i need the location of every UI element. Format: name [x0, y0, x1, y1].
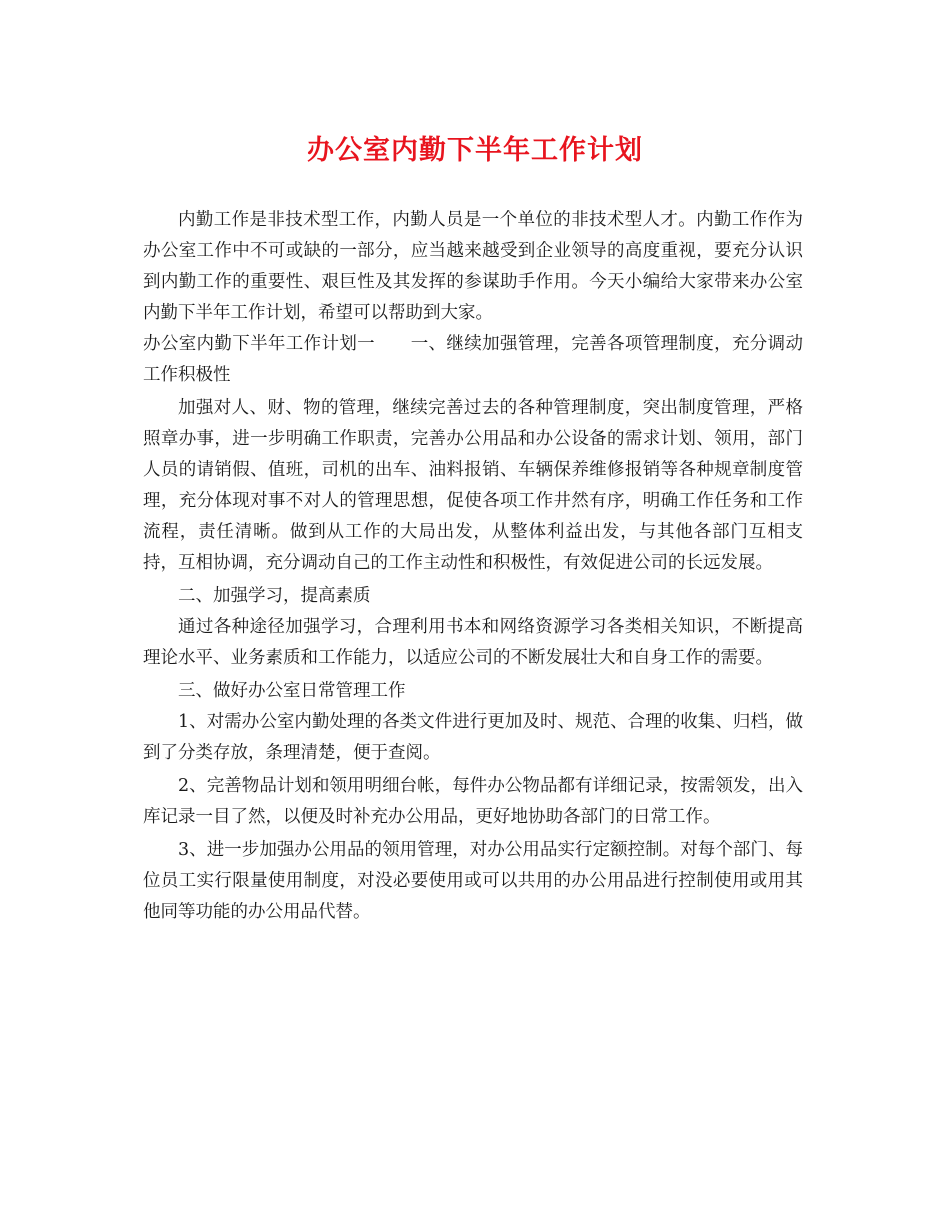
- paragraph-intro: 内勤工作是非技术型工作，内勤人员是一个单位的非技术型人才。内勤工作作为办公室工作中不可或缺的一部分，应当越来越受到企业领导的高度重视，要充分认识到内勤工作的重要性、艰巨性及其发挥的参谋助手作用。今天小编给大家带来办公室内勤下半年工作计划，希望可以帮助到大家。: [143, 210, 803, 323]
- section-heading-daily-management: 三、做好办公室日常管理工作: [178, 681, 406, 701]
- list-item-2: 2、完善物品计划和领用明细台帐，每件办公物品都有详细记录，按需领发，出入库记录一目了然，以便及时补充办公用品，更好地协助各部门的日常工作。: [143, 776, 803, 827]
- document-title: 办公室内勤下半年工作计划: [307, 135, 643, 166]
- section-heading-study: 二、加强学习，提高素质: [178, 586, 371, 606]
- list-item-1: 1、对需办公室内勤处理的各类文件进行更加及时、规范、合理的收集、归档，做到了分类存放，条理清楚，便于查阅。: [143, 712, 803, 763]
- document-body: [143, 205, 803, 928]
- list-item-3: 3、进一步加强办公用品的领用管理，对办公用品实行定额控制。对每个部门、每位员工实行限量使用制度，对没必要使用或可以共用的办公用品进行控制使用或用其他同等功能的办公用品代替。: [143, 840, 803, 922]
- paragraph-plan-heading: 办公室内勤下半年工作计划一 一、继续加强管理，完善各项管理制度，充分调动工作积极性: [143, 334, 803, 385]
- paragraph-management: 加强对人、财、物的管理，继续完善过去的各种管理制度，突出制度管理，严格照章办事，进一步明确工作职责，完善办公用品和办公设备的需求计划、领用，部门人员的请销假、值班，司机的出车、油料报销、车辆保养维修报销等各种规章制度管理，充分体现对事不对人的管理思想，促使各项工作井然有序，明确工作任务和工作流程，责任清晰。做到从工作的大局出发，从整体利益出发，与其他各部门互相支持，互相协调，充分调动自己的工作主动性和积极性，有效促进公司的长远发展。: [143, 398, 803, 573]
- paragraph-study: 通过各种途径加强学习，合理利用书本和网络资源学习各类相关知识，不断提高理论水平、业务素质和工作能力，以适应公司的不断发展壮大和自身工作的需要。: [143, 617, 803, 668]
